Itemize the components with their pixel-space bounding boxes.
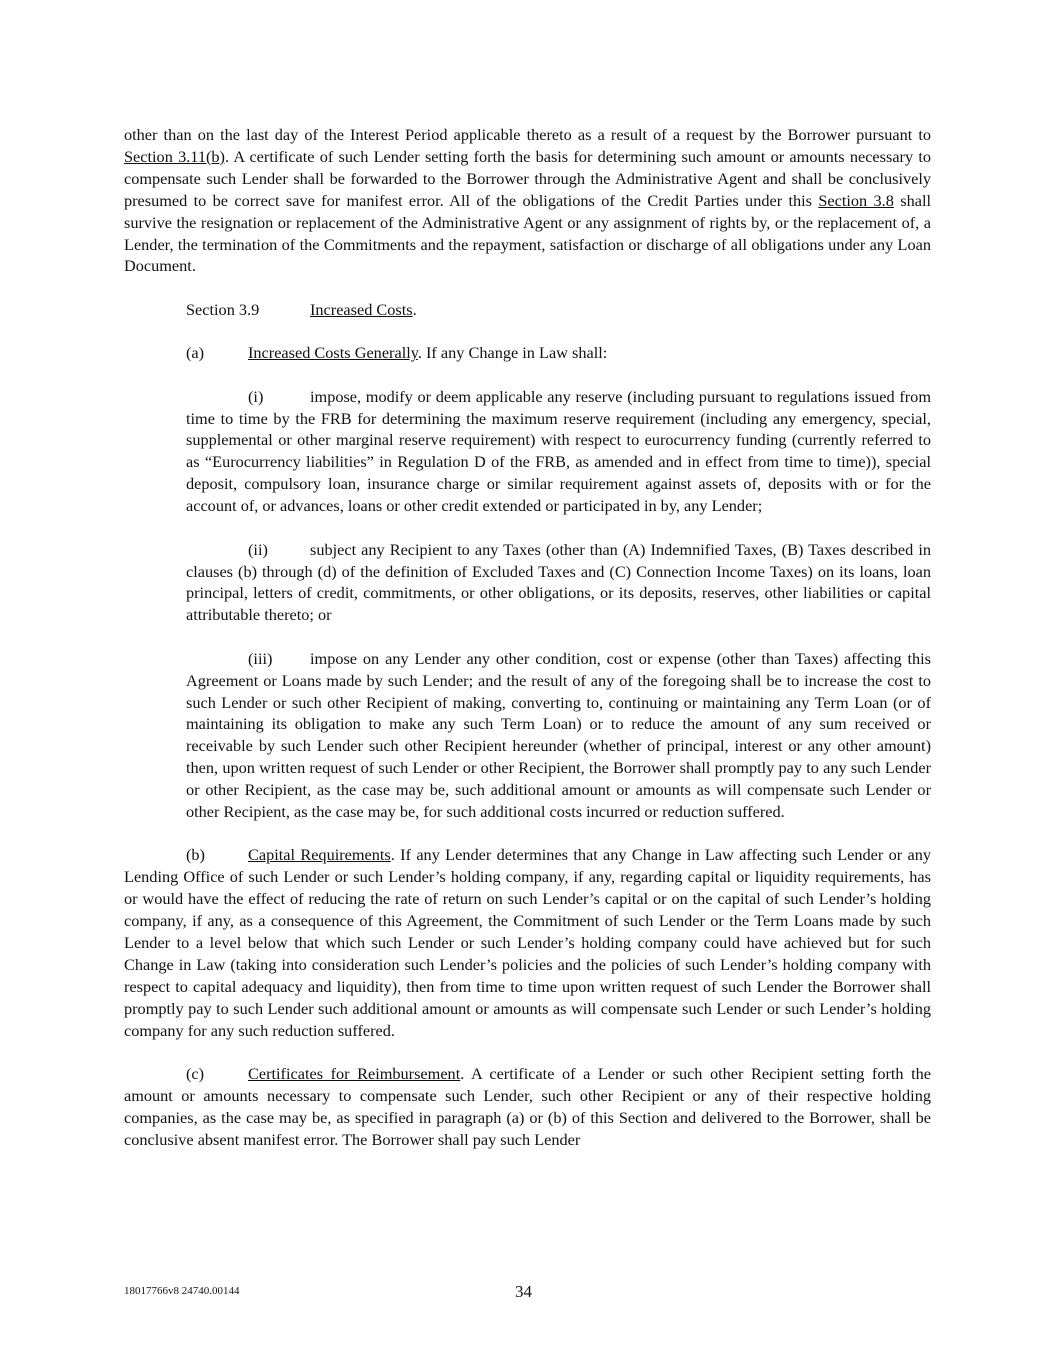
text-run: . A certificate of such Lender setting forth the basis for determining such amount or amounts necessary to compensate such Lender shall be forwarded to the Borrower through the Administrative Agent and shall be conclusively presumed to be correct save for manifest error. All of the obligations of the Credit Parties under this bbox=[124, 146, 931, 210]
clause-label: (ii) bbox=[248, 539, 268, 559]
clause-item bbox=[186, 386, 931, 517]
text-run: shall survive the resignation or replacement of the Administrative Agent or any assignment of rights by, or the replacement of, a Lender, the termination of the Commitments and the repayment, satisfaction or discharge of all obligations under any Loan Document. bbox=[124, 190, 931, 276]
clause-text: impose, modify or deem applicable any reserve (including pursuant to regulations issued from time to time by the FRB for determining the maximum reserve requirement (including any emergency, special, supplemental or other marginal reserve requirement) with respect to eurocurrency funding (currently referred to as “Eurocurrency liabilities” in Regulation D of the FRB, as amended and in effect from time to time)), special deposit, compulsory loan, insurance charge or similar requirement against assets of, deposits with or for the account of, or advances, loans or other credit extended or participated in by, any Lender; bbox=[186, 386, 931, 516]
section-reference-link: Section 3.8 bbox=[818, 190, 894, 210]
document-page bbox=[124, 124, 931, 1172]
subsection-text: . If any Lender determines that any Change in Law affecting such Lender or any Lending Office of such Lender or such Lender’s holding company, if any, regarding capital or liquidity requirements, has or would have the effect of reducing the rate of return on such Lender’s capital or on the capital of such Lender’s holding company, if any, as a consequence of this Agreement, the Commitment of such Lender or the Term Loans made by such Lender to a level below that which such Lender or such Lender’s holding company could have achieved but for such Change in Law (taking into consideration such Lender’s policies and the policies of such Lender’s holding company with respect to capital adequacy and liquidity), then from time to time upon written request of such Lender the Borrower shall promptly pay to such Lender such additional amount or amounts as will compensate such Lender or such Lender’s holding company for any such reduction suffered. bbox=[124, 845, 931, 1040]
subsection-label: (c) bbox=[186, 1064, 205, 1084]
text-run: . bbox=[412, 299, 417, 319]
subsection-label: (b) bbox=[186, 845, 205, 865]
section-title: Increased Costs bbox=[310, 299, 413, 319]
text-run: . If any Change in Law shall: bbox=[417, 343, 608, 363]
clause-item bbox=[186, 539, 931, 627]
clause-label: (i) bbox=[248, 386, 264, 406]
subsection-a-heading bbox=[186, 342, 931, 364]
section-number: Section 3.9 bbox=[186, 299, 260, 319]
clause-label: (iii) bbox=[248, 648, 273, 668]
subsection-title: Capital Requirements bbox=[248, 845, 391, 865]
subsection-b-paragraph bbox=[124, 844, 931, 1041]
subsection-label: (a) bbox=[186, 343, 205, 363]
subsection-title: Certificates for Reimbursement bbox=[248, 1064, 461, 1084]
page-number: 34 bbox=[515, 1282, 532, 1301]
text-run: other than on the last day of the Interest Period applicable thereto as a result of a request by the Borrower pursuant to bbox=[124, 125, 931, 144]
clause-item bbox=[186, 648, 931, 823]
subsection-c-paragraph bbox=[124, 1063, 931, 1151]
clause-text: subject any Recipient to any Taxes (other than (A) Indemnified Taxes, (B) Taxes described in clauses (b) through (d) of the definition of Excluded Taxes and (C) Connection Income Taxes) on its loans, loan principal, letters of credit, commitments, or other obligations, or its deposits, reserves, other liabilities or capital attributable thereto; or bbox=[186, 539, 931, 625]
clause-text: impose on any Lender any other condition, cost or expense (other than Taxes) affecting this Agreement or Loans made by such Lender; and the result of any of the foregoing shall be to increase the cost to such Lender or such other Recipient of making, converting to, continuing or maintaining any Term Loan (or of maintaining its obligation to make any such Term Loan) or to reduce the amount of any sum received or receivable by such Lender such other Recipient hereunder (whether of principal, interest or any other amount) then, upon written request of such Lender or other Recipient, the Borrower shall promptly pay to any such Lender or other Recipient, as the case may be, such additional amount or amounts as will compensate such Lender or other Recipient, as the case may be, for such additional costs incurred or reduction suffered. bbox=[186, 648, 931, 822]
section-heading bbox=[186, 299, 931, 321]
continuation-paragraph bbox=[124, 124, 931, 277]
subsection-text: . A certificate of a Lender or such other Recipient setting forth the amount or amounts necessary to compensate such Lender, such other Recipient or any of their respective holding companies, as the case may be, as specified in paragraph (a) or (b) of this Section and delivered to the Borrower, shall be conclusive absent manifest error. The Borrower shall pay such Lender bbox=[124, 1064, 931, 1149]
document-id-footer: 18017766v8 24740.00144 bbox=[124, 1285, 240, 1297]
subsection-title: Increased Costs Generally bbox=[248, 343, 418, 363]
section-reference-link: Section 3.11(b) bbox=[124, 146, 225, 166]
